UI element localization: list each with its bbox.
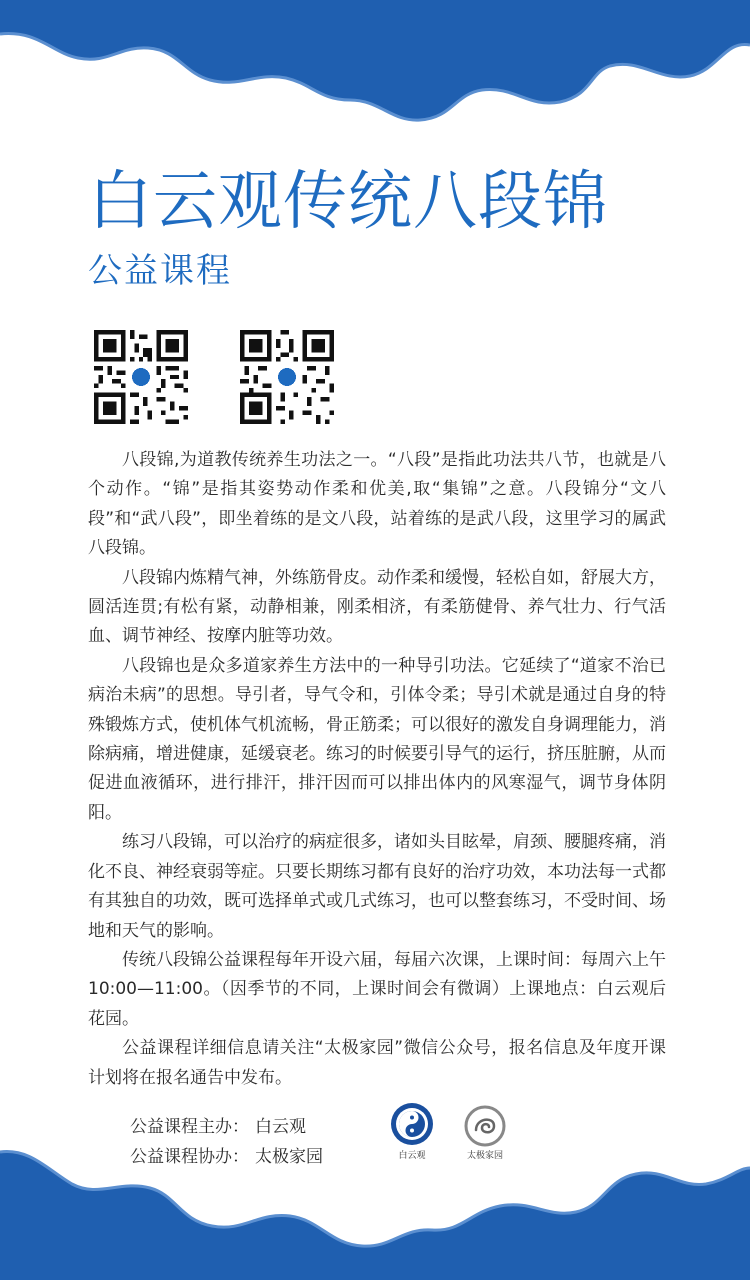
taiji-jiayuan-logo-caption: 太极家园: [466, 1151, 503, 1161]
host-row: [130, 1112, 323, 1142]
paragraph-intro: 八段锦,为道教传统养生功法之一。“八段”是指此功法共八节，也就是八个动作。“锦”是指其姿势动作柔和优美,取“集锦”之意。八段锦分“文八段”和“武八段”，即坐着练的是文八段，站着练的是武八段，这里学习的属武八段锦。: [88, 450, 666, 559]
bottom-cloud-wave-decoration: [0, 1140, 750, 1280]
co-host-label: 公益课程协办：: [130, 1147, 249, 1167]
host-value: 白云观: [255, 1117, 306, 1137]
paragraph-schedule: 传统八段锦公益课程每年开设六届，每届六次课，上课时间：每周六上午 10:00—11:00。（因季节的不同，上课时间会有微调）上课地点：白云观后花园。: [88, 949, 666, 1029]
page-title: 白云观传统八段锦: [88, 165, 608, 239]
wechat-qr-code-icon: [94, 330, 188, 424]
paragraph-benefits: 八段锦内炼精气神，外练筋骨皮。动作柔和缓慢，轻松自如，舒展大方，圆活连贯;有松有紧，动静相兼，刚柔相济，有柔筋健骨、养气壮力、行气活血、调节神经、按摩内脏等功效。: [88, 567, 666, 647]
wechat-qr-code-icon: [240, 330, 334, 424]
page-subtitle: 公益课程: [88, 251, 232, 291]
paragraph-treatment: 练习八段锦，可以治疗的病症很多，诸如头目眩晕，肩颈、腰腿疼痛，消化不良、神经衰弱等症。只要长期练习都有良好的治疗功效，本功法每一式都有其独自的功效，既可选择单式或几式练习，也可以整套练习，不受时间、场地和天气的影响。: [88, 832, 666, 941]
paragraph-registration: 公益课程详细信息请关注“太极家园”微信公众号，报名信息及年度开课计划将在报名通告中发布。: [88, 1038, 666, 1088]
co-host-value: 太极家园: [255, 1147, 323, 1167]
host-label: 公益课程主办：: [130, 1117, 249, 1137]
baiyunguan-logo-caption: 白云观: [398, 1151, 426, 1161]
top-cloud-wave-decoration: [0, 0, 750, 150]
paragraph-daoyin: 八段锦也是众多道家养生方法中的一种导引功法。它延续了“道家不治已病治未病”的思想。导引者，导气令和，引体令柔；导引术就是通过自身的特殊锻炼方式，使机体气机流畅，骨正筋柔；可以很好的激发自身调理能力，消除病痛，增进健康，延缓衰老。练习的时候要引导气的运行，挤压脏腑，从而促进血液循环，进行排汗，排汗因而可以排出体内的风寒湿气，调节身体阴阳。: [88, 655, 666, 823]
course-description: [88, 446, 666, 1093]
